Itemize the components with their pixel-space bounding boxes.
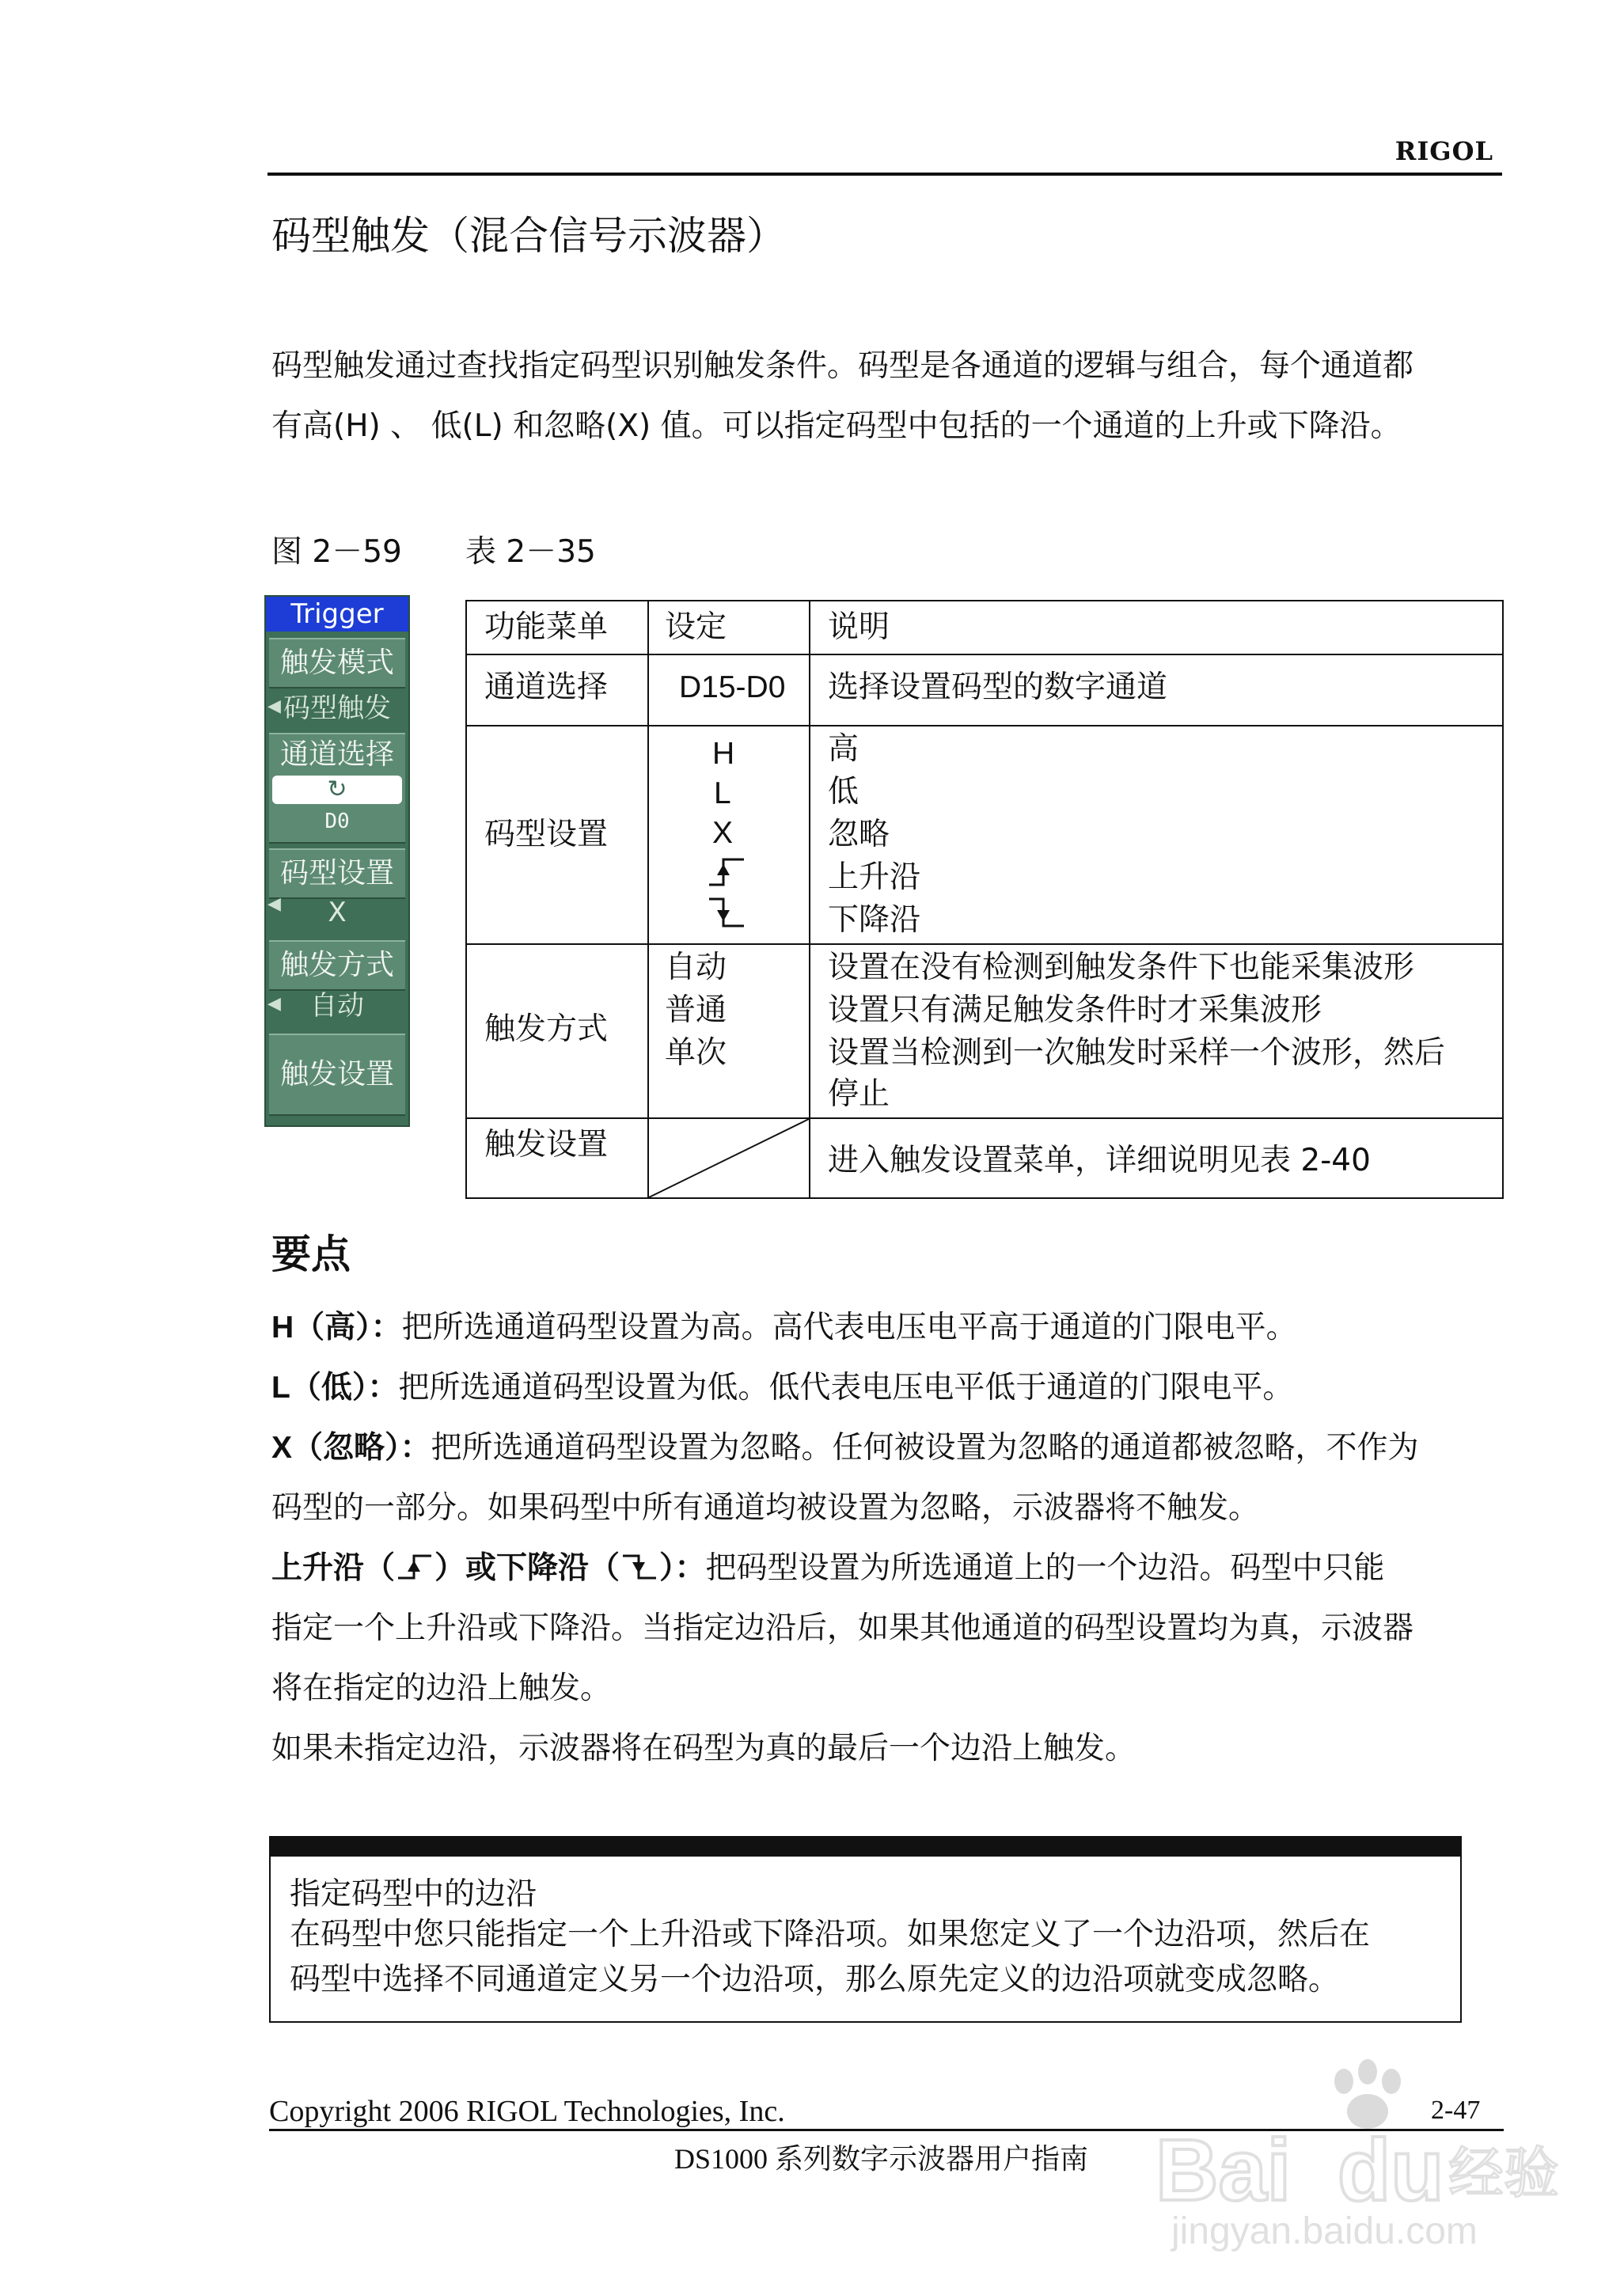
- key-point-text: 如果未指定边沿，示波器将在码型为真的最后一个边沿上触发。: [271, 1731, 1136, 1766]
- key-point-line: [271, 1298, 1506, 1358]
- settings-table: [465, 600, 1504, 1199]
- chevron-left-icon: ◀: [268, 696, 281, 716]
- falling-edge-icon: [620, 1551, 659, 1583]
- menu-value-sweep: 自动: [310, 990, 364, 1022]
- table-cell-desc: 低: [828, 774, 859, 810]
- table-cell-setting: 普通: [665, 992, 727, 1028]
- table-cell-menu: 码型设置: [484, 817, 609, 852]
- figure-caption: 图 2－59: [271, 534, 402, 570]
- svg-text:du: du: [1338, 2122, 1444, 2219]
- table-divider: [467, 725, 1502, 726]
- knob-rotate-icon: ↻: [272, 776, 402, 804]
- note-line: 码型中选择不同通道定义另一个边沿项，那么原先定义的边沿项就变成忽略。: [290, 1962, 1340, 1997]
- table-cell-setting: X: [712, 816, 734, 850]
- key-point-text: 把所选通道码型设置为高。高代表电压电平高于通道的门限电平。: [401, 1310, 1297, 1345]
- table-cell-desc: 设置只有满足触发条件时才采集波形: [828, 992, 1322, 1028]
- table-cell-setting: 单次: [665, 1035, 727, 1071]
- rising-edge-icon: [395, 1551, 434, 1583]
- key-point-line: [271, 1659, 1506, 1719]
- svg-text:经验: 经验: [1448, 2141, 1559, 2206]
- note-top-bar: [271, 1838, 1460, 1857]
- chevron-left-icon: ◀: [268, 994, 281, 1014]
- table-cell-menu: 通道选择: [484, 670, 609, 705]
- brand-label: RIGOL: [1394, 136, 1493, 166]
- rising-edge-icon: [703, 853, 750, 932]
- note-box: [269, 1836, 1462, 2023]
- key-point-line: [271, 1478, 1506, 1538]
- table-cell-setting: L: [714, 776, 731, 810]
- chevron-left-icon: ◀: [268, 894, 281, 914]
- key-point-text: 将在指定的边沿上触发。: [271, 1671, 612, 1706]
- table-cell-setting: 自动: [665, 950, 727, 985]
- key-point-line: [271, 1719, 1506, 1779]
- menu-header: Trigger: [266, 597, 408, 632]
- key-point-line: [271, 1538, 1506, 1599]
- table-cell-desc: 进入触发设置菜单，详细说明见表 2-40: [828, 1143, 1371, 1178]
- footer-subtitle: DS1000 系列数字示波器用户指南: [674, 2143, 1089, 2175]
- key-point-text: 指定一个上升沿或下降沿。当指定边沿后，如果其他通道的码型设置均为真，示波器: [271, 1610, 1414, 1646]
- menu-button-trigger-mode[interactable]: 触发模式: [269, 638, 405, 688]
- intro-paragraph: [271, 336, 1506, 457]
- svg-text:Bai: Bai: [1155, 2122, 1292, 2219]
- key-point-term: X（忽略）：: [271, 1431, 431, 1465]
- key-point-line: [271, 1358, 1506, 1418]
- table-cell-setting: D15-D0: [679, 670, 786, 704]
- page-number: 2-47: [1431, 2096, 1481, 2125]
- key-point-line: [271, 1418, 1506, 1478]
- table-divider: [467, 1117, 1502, 1119]
- note-text: [290, 1912, 1445, 2002]
- table-caption: 表 2－35: [465, 534, 596, 570]
- table-cell-desc: 选择设置码型的数字通道: [828, 670, 1168, 705]
- table-cell-desc: 设置当检测到一次触发时采样一个波形，然后: [828, 1035, 1446, 1071]
- header-rule: [268, 173, 1502, 176]
- table-cell-desc: 停止: [828, 1076, 890, 1112]
- baidu-watermark-logo: [1140, 2050, 1559, 2255]
- key-point-term: ）或下降沿（: [434, 1551, 620, 1585]
- intro-line: 有高(H) 、 低(L) 和忽略(X) 值。可以指定码型中包括的一个通道的上升或下降沿。: [271, 408, 1402, 444]
- key-point-text: 把所选通道码型设置为低。低代表电压电平低于通道的门限电平。: [398, 1370, 1294, 1405]
- key-point-text: 码型的一部分。如果码型中所有通道均被设置为忽略，示波器将不触发。: [271, 1490, 1260, 1526]
- table-header: 设定: [665, 609, 727, 645]
- table-header: 功能菜单: [484, 609, 609, 645]
- page-title: 码型触发（混合信号示波器）: [271, 213, 786, 259]
- key-point-term: ）：: [659, 1551, 706, 1585]
- intro-line: 码型触发通过查找指定码型识别触发条件。码型是各通道的逻辑与组合，每个通道都: [271, 348, 1414, 384]
- menu-button-trigger-setup[interactable]: 触发设置: [269, 1034, 405, 1116]
- key-point-term: 上升沿（: [271, 1551, 396, 1585]
- table-cell-desc: 忽略: [828, 817, 890, 852]
- menu-button-label: 通道选择: [279, 738, 394, 771]
- scope-trigger-menu: [264, 595, 410, 1127]
- table-cell-desc: 高: [828, 731, 859, 767]
- menu-button-trigger-sweep[interactable]: 触发方式: [269, 940, 405, 991]
- table-header: 说明: [828, 609, 890, 645]
- key-point-text: 把所选通道码型设置为忽略。任何被设置为忽略的通道都被忽略，不作为: [431, 1430, 1419, 1466]
- table-divider: [467, 654, 1502, 655]
- key-point-line: [271, 1599, 1506, 1659]
- menu-button-pattern-setting[interactable]: 码型设置: [269, 848, 405, 899]
- table-cell-desc: 上升沿: [828, 859, 921, 895]
- table-cell-menu: 触发设置: [484, 1127, 609, 1163]
- key-point-text: 把码型设置为所选通道上的一个边沿。码型中只能: [705, 1550, 1385, 1586]
- table-divider: [809, 601, 810, 1197]
- copyright: Copyright 2006 RIGOL Technologies, Inc.: [269, 2095, 785, 2128]
- key-point-term: L（低）：: [271, 1371, 399, 1405]
- key-point-term: H（高）：: [271, 1311, 402, 1345]
- empty-cell-diagonal: [649, 1119, 809, 1197]
- svg-text:jingyan.baidu.com: jingyan.baidu.com: [1171, 2210, 1478, 2252]
- table-cell-desc: 设置在没有检测到触发条件下也能采集波形: [828, 950, 1415, 985]
- table-cell-setting: H: [712, 737, 735, 771]
- menu-value-channel: D0: [324, 810, 350, 833]
- menu-value-pattern: X: [328, 897, 347, 928]
- note-line: 在码型中您只能指定一个上升沿或下降沿项。如果您定义了一个边沿项，然后在: [290, 1917, 1371, 1952]
- menu-value-trigger-mode: 码型触发: [283, 692, 391, 724]
- key-points-title: 要点: [271, 1231, 351, 1277]
- table-divider: [647, 601, 649, 1197]
- menu-button-channel-select[interactable]: [269, 733, 405, 844]
- note-title: 指定码型中的边沿: [290, 1876, 537, 1912]
- table-cell-menu: 触发方式: [484, 1011, 609, 1047]
- table-divider: [467, 943, 1502, 945]
- table-cell-desc: 下降沿: [828, 902, 921, 938]
